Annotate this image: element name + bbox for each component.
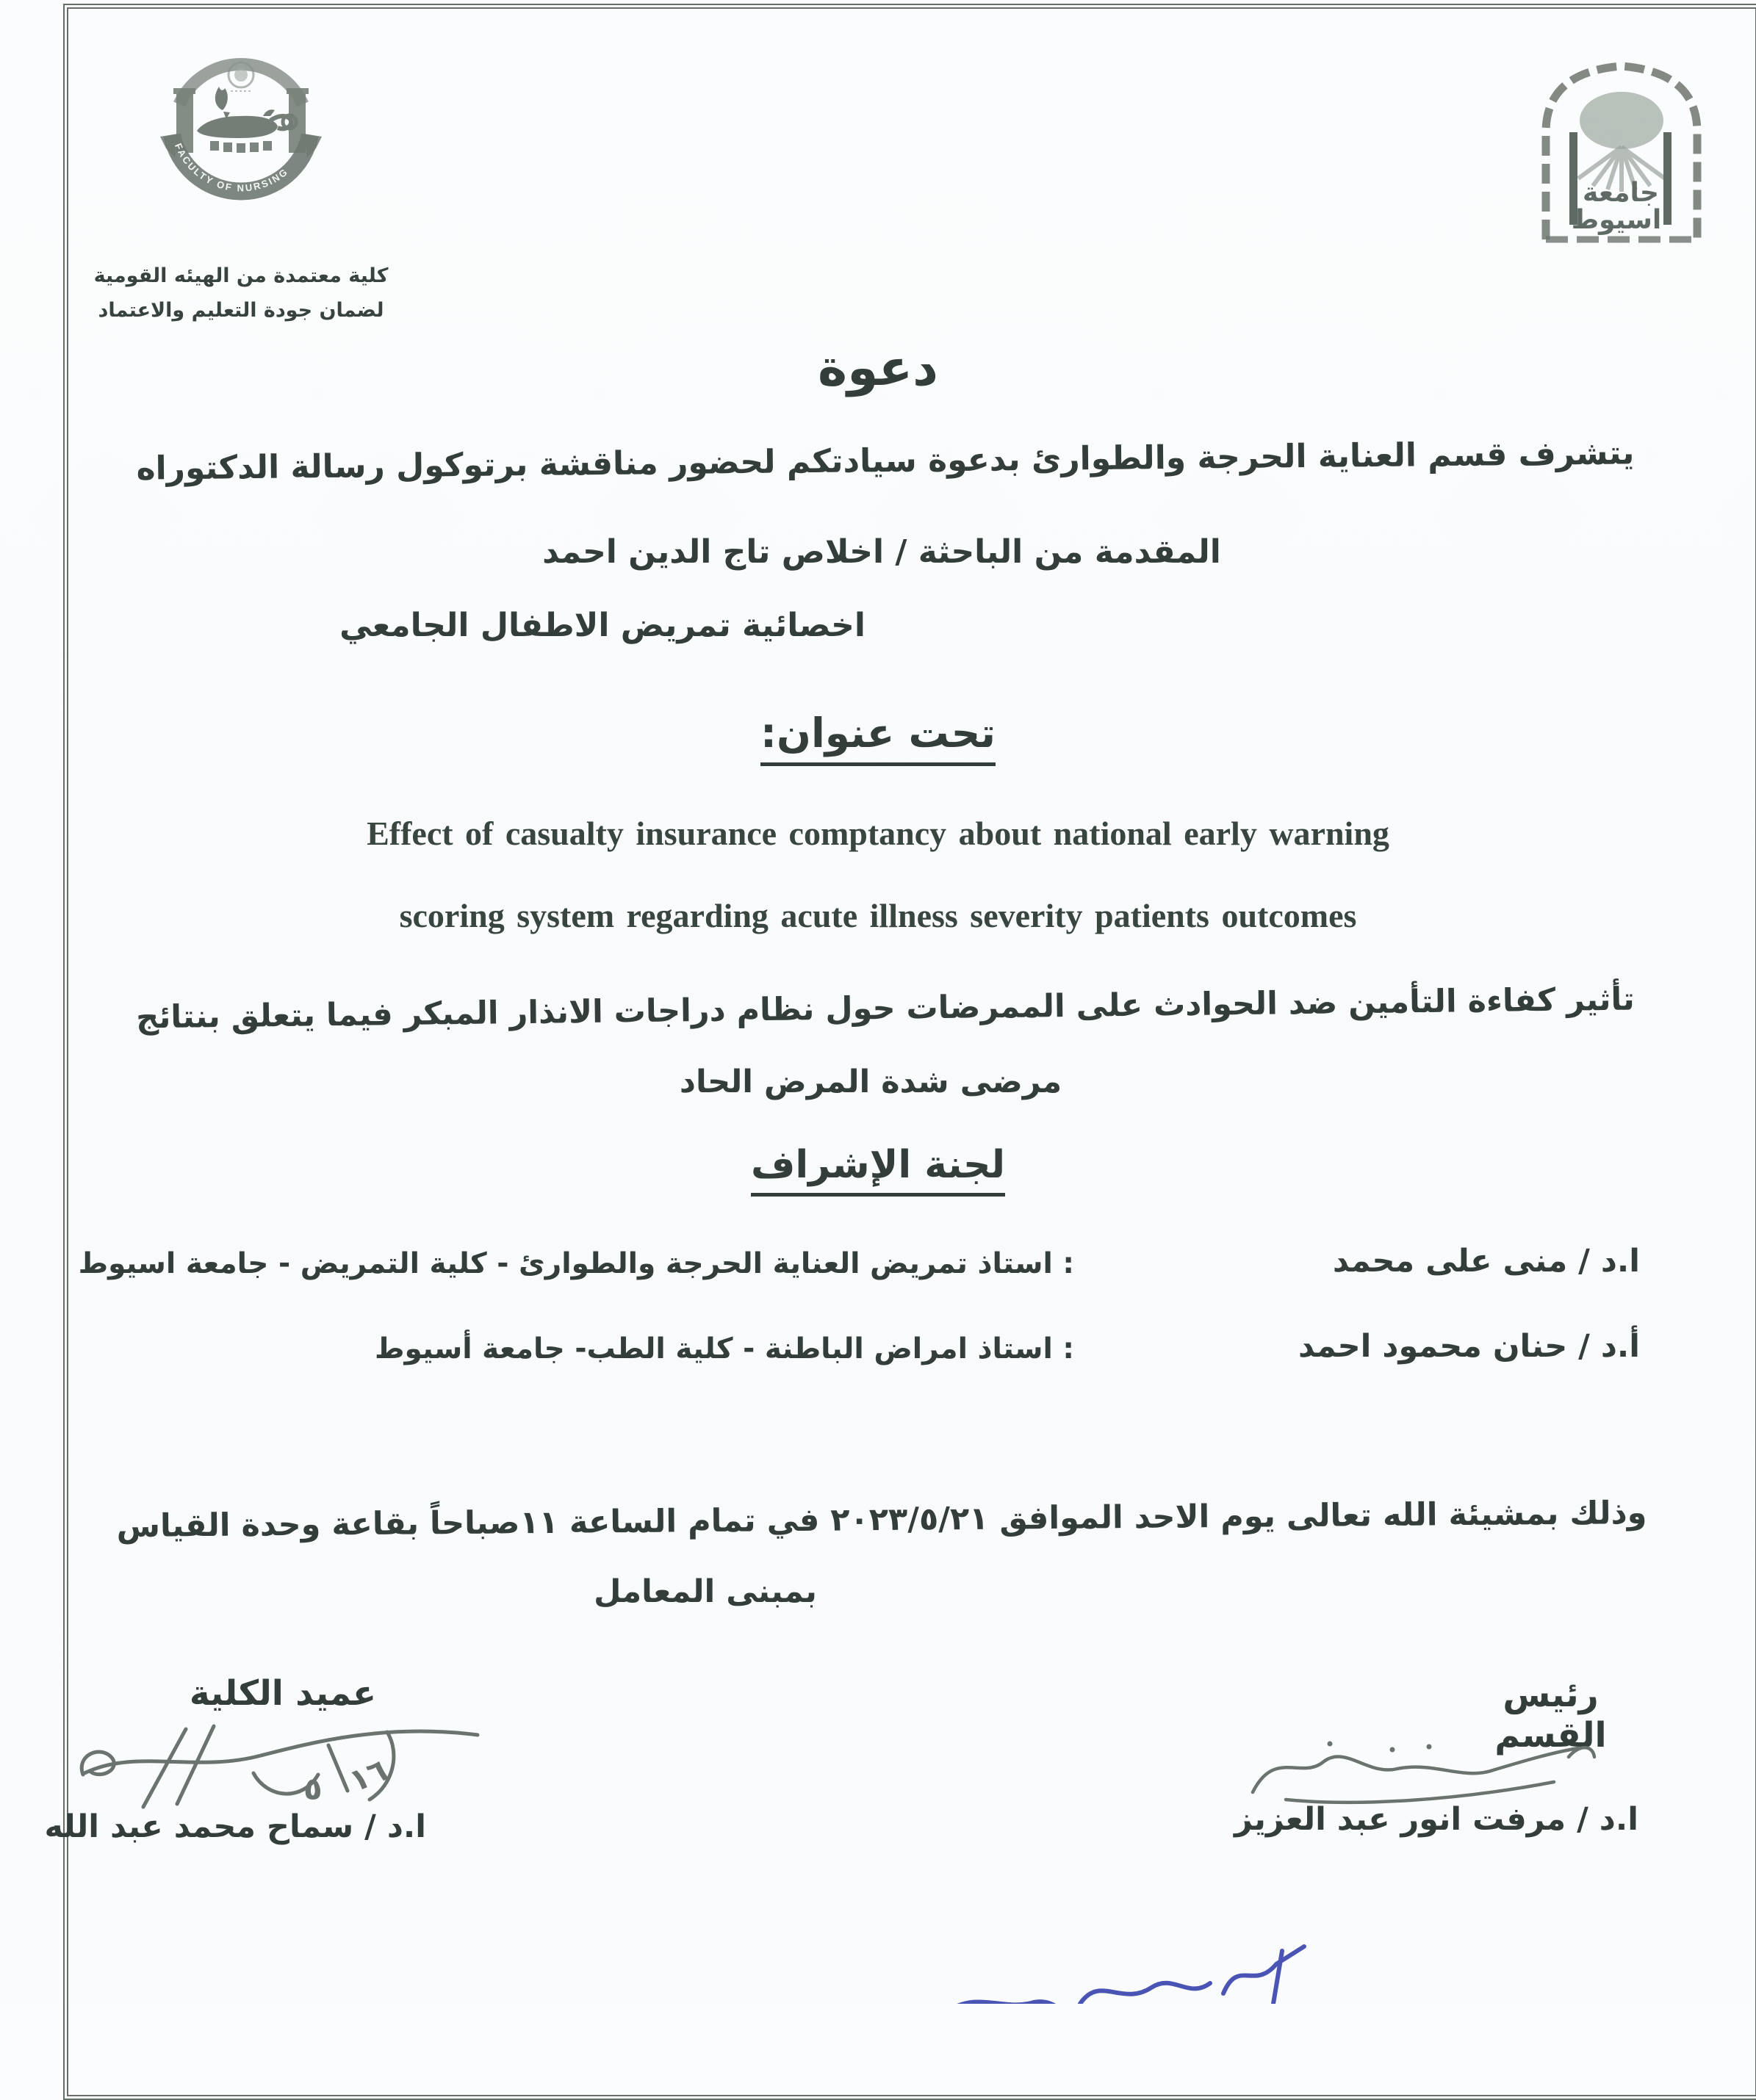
faculty-of-nursing-seal [153, 34, 329, 206]
head-title: رئيس القسم [1494, 1675, 1607, 1756]
head-signature [1242, 1728, 1602, 1812]
svg-text:اسيوط: اسيوط [1571, 205, 1662, 235]
schedule-line1: وذلك بمشيئة الله تعالى يوم الاحد الموافق ٢٠٢٣/٥/٢١ في تمام الساعة ١١صباحاً بقاعة وحدة القياس [116, 1494, 1647, 1545]
seal-caption: FACULTY OF NURSING [172, 141, 291, 194]
committee-member-name: ا.د / منى على محمد [1332, 1243, 1640, 1280]
schedule-line2: بمبنى المعامل [594, 1573, 817, 1610]
dean-title: عميد الكلية [189, 1673, 377, 1714]
committee-member-name: أ.د / حنان محمود احمد [1298, 1328, 1640, 1365]
dean-name: ا.د / سماح محمد عبد الله [44, 1808, 426, 1845]
svg-text:جامعة: جامعة [1583, 178, 1659, 208]
thesis-title-english-line2: scoring system regarding acute illness severity patients outcomes [399, 897, 1357, 934]
committee-heading: لجنة الإشراف [751, 1143, 1005, 1197]
seal-bottom-squares [210, 141, 272, 153]
accreditation-line2: لضمان جودة التعليم والاعتماد [98, 299, 384, 322]
lamp-icon [197, 87, 296, 138]
intro-line3: اخصائية تمريض الاطفال الجامعي [339, 607, 866, 644]
accreditation-note [87, 259, 395, 328]
document-title: دعوة [817, 339, 939, 397]
intro-line2: المقدمة من الباحثة / اخلاص تاج الدين احمد [542, 533, 1221, 571]
under-heading-wrap [0, 710, 1756, 766]
committee-member-role: : استاذ امراض الباطنة - كلية الطب- جامعة أسيوط [375, 1332, 1074, 1365]
thesis-title-arabic-line1: تأثير كفاءة التأمين ضد الحوادث على الممرضات حول نظام دراجات الانذار المبكر فيما يتعلق بنتائج [135, 981, 1636, 1036]
assiut-university-logo [1527, 50, 1716, 248]
dean-handwritten-month: ٥ [303, 1771, 323, 1807]
dean-handwritten-day: ١٦ [344, 1751, 393, 1800]
thesis-title-english-line1: Effect of casualty insurance comptancy about national early warning [367, 815, 1389, 852]
blue-handwriting [937, 1936, 1326, 2004]
committee-member-role: : استاذ تمريض العناية الحرجة والطوارئ - كلية التمريض - جامعة اسيوط [78, 1247, 1074, 1280]
head-name: ا.د / مرفت انور عبد العزيز [1234, 1801, 1638, 1838]
thesis-title-arabic-line2: مرضى شدة المرض الحاد [679, 1064, 1062, 1100]
under-heading: تحت عنوان: [760, 710, 996, 766]
accreditation-line1: كلية معتمدة من الهيئه القومية [93, 264, 389, 287]
intro-line1: يتشرف قسم العناية الحرجة والطوارئ بدعوة سيادتكم لحضور مناقشة برتوكول رسالة الدكتوراه [136, 434, 1635, 488]
committee-heading-wrap [0, 1143, 1756, 1197]
logo-sun [1580, 92, 1663, 149]
